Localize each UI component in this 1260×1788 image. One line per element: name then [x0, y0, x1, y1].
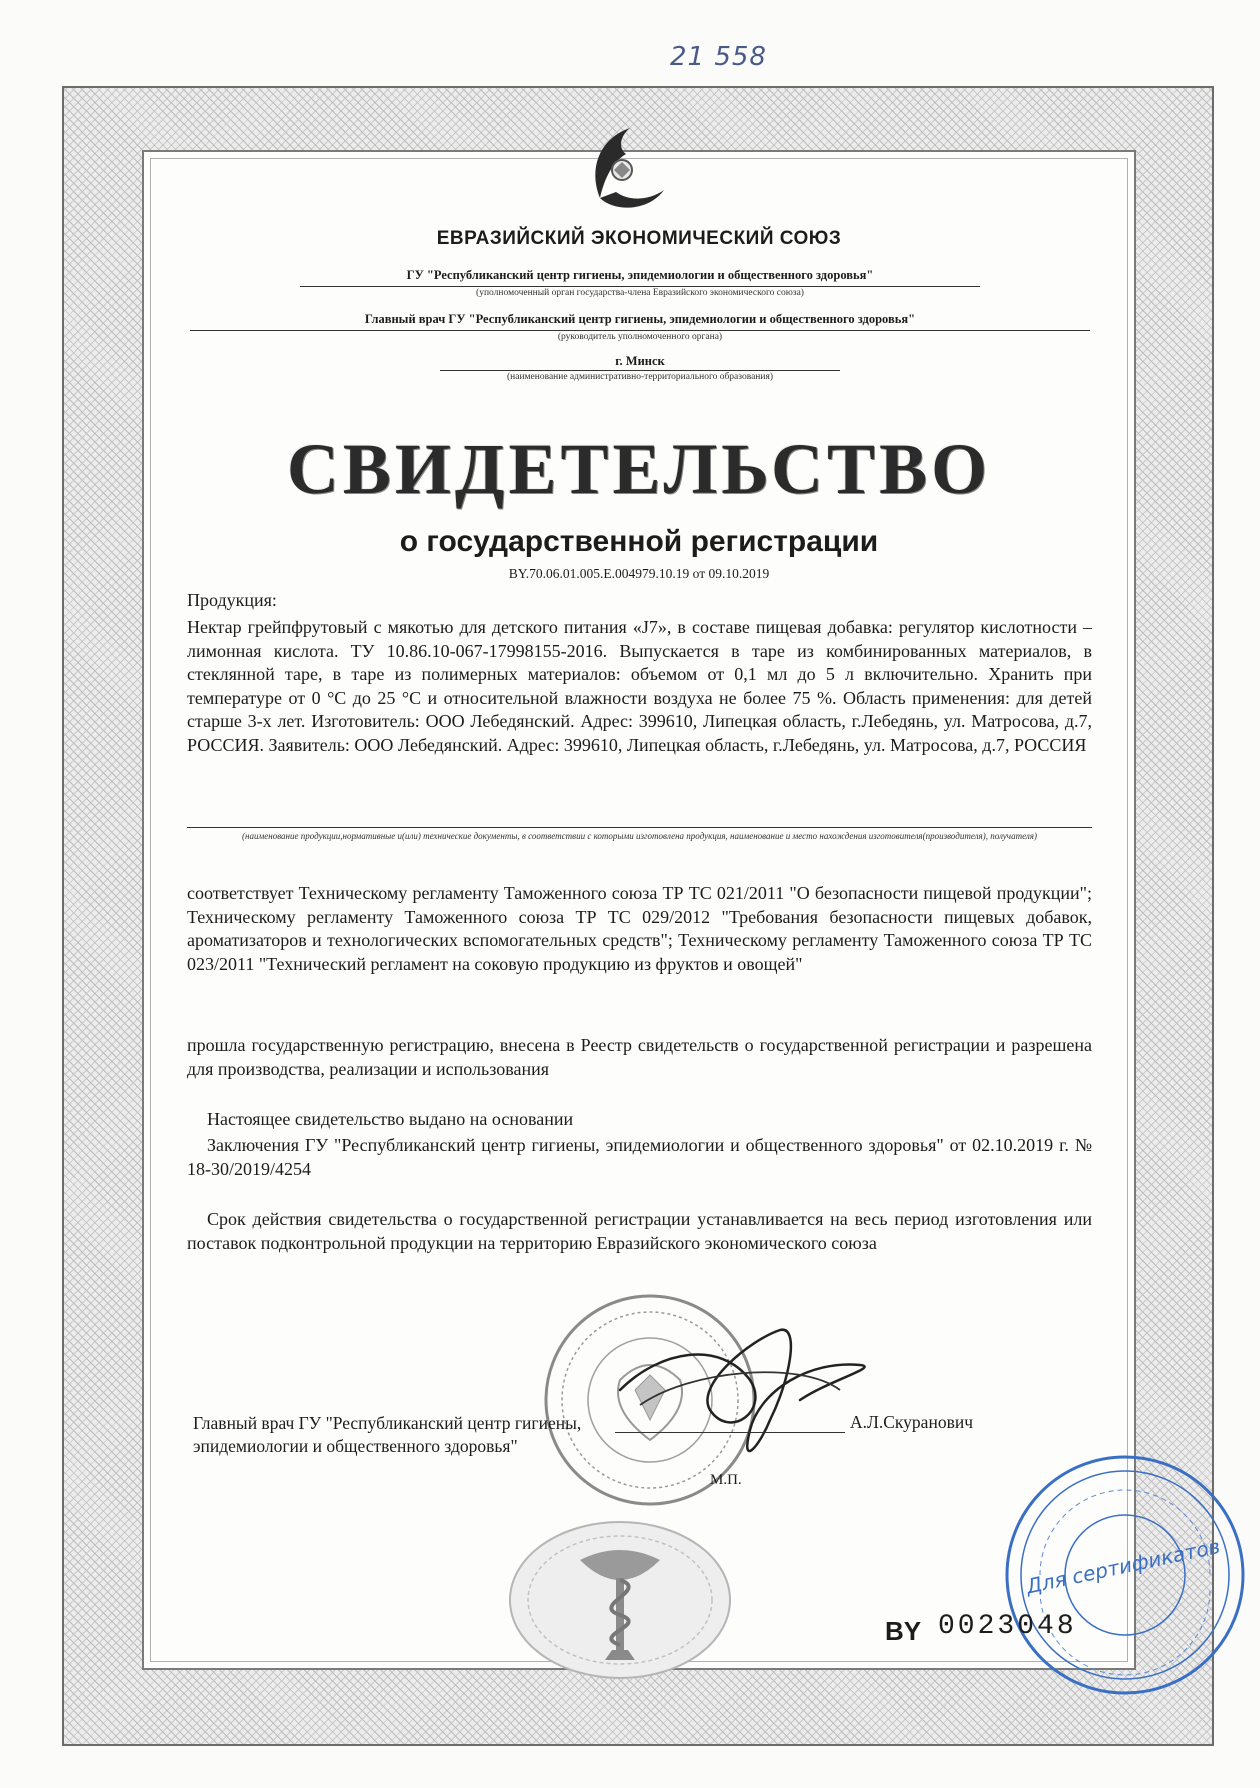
authority-line: [300, 286, 980, 287]
authority-name: ГУ "Республиканский центр гигиены, эпидемиологии и общественного здоровья": [406, 268, 874, 282]
city-caption: (наименование административно-территориального образования): [506, 372, 773, 382]
union-name: ЕВРАЗИЙСКИЙ ЭКОНОМИЧЕСКИЙ СОЮЗ: [436, 228, 842, 249]
validity-paragraph: Срок действия свидетельства о государственной регистрации устанавливается на весь период изготовления или поставок подконтрольной продукции на территорию Евразийского экономического союза: [187, 1209, 1092, 1253]
product-label: Продукция:: [187, 590, 277, 610]
stamp-center-text: Для сертификатов: [1024, 1533, 1223, 1599]
product-description: Нектар грейпфрутовый с мякотью для детского питания «J7», в составе пищевая добавка: регулятор кислотности – лимонная кислота. ТУ 10.86.10-067-17998155-2016. Выпускается в таре из комбинированных материалов, в стеклянной таре, в таре из полимерных материалов: объемом от 0,1 мл до 5 л включительно. Хранить при температуре от 0 °С до 25 °С и относительной влажности воздуха не более 75 %. Область применения: для детей старше 3-х лет. Изготовитель: ООО Лебедянский. Адрес: 399610, Липецкая область, г.Лебедянь, ул. Матросова, д.7, РОССИЯ. Заявитель: ООО Лебедянский. Адрес: 399610, Липецкая область, г.Лебедянь, ул. Матросова, д.7, РОССИЯ: [187, 617, 1092, 755]
head-line: [190, 330, 1090, 331]
eaeu-emblem-icon: [560, 120, 680, 220]
serial-number: 0023048: [938, 1611, 1077, 1642]
registration-paragraph: прошла государственную регистрацию, внесена в Реестр свидетельств о государственной регистрации и разрешена для производства, реализации и использования: [187, 1035, 1092, 1079]
handwritten-signature-icon: [600, 1270, 900, 1490]
basis-line-2: Заключения ГУ "Республиканский центр гигиены, эпидемиологии и общественного здоровья" от 02.10.2019 г. № 18-30/2019/4254: [187, 1135, 1092, 1179]
signature-line: [615, 1432, 845, 1433]
hygiene-emblem-icon: [500, 1510, 740, 1680]
registration-number: BY.70.06.01.005.E.004979.10.19 от 09.10.2019: [508, 566, 770, 581]
head-name: Главный врач ГУ "Республиканский центр гигиены, эпидемиологии и общественного здоровья": [364, 312, 916, 326]
document-title: СВИДЕТЕЛЬСТВО: [286, 429, 992, 509]
serial-prefix: BY: [885, 1616, 922, 1646]
handwritten-note: 21 558: [670, 42, 767, 72]
document-subtitle: о государственной регистрации: [399, 525, 879, 558]
basis-line-1: Настоящее свидетельство выдано на основании: [207, 1109, 574, 1129]
company-stamp-icon: [1000, 1450, 1250, 1700]
city-line: [440, 370, 840, 371]
product-caption: (наименование продукции,нормативные и(или) технические документы, в соответствии с которыми изготовлена продукция, наименование и место нахождения изготовителя(производителя), получателя): [242, 831, 1037, 841]
compliance-paragraph: соответствует Техническому регламенту Таможенного союза ТР ТС 021/2011 "О безопасности пищевой продукции"; Техническому регламенту Таможенного союза ТР ТС 029/2012 "Требования безопасности пищевых добавок, ароматизаторов и технологических вспомогательных средств"; Техническому регламенту Таможенного союза ТР ТС 023/2011 "Технический регламент на соковую продукцию из фруктов и овощей": [187, 883, 1092, 974]
signatory-name: А.Л.Скуранович: [850, 1412, 973, 1432]
authority-caption: (уполномоченный орган государства-члена Евразийского экономического союза): [476, 288, 804, 298]
stamp-place-label: М.П.: [710, 1472, 742, 1488]
head-caption: (руководитель уполномоченного органа): [557, 332, 723, 342]
signatory-position: Главный врач ГУ "Республиканский центр гигиены, эпидемиологии и общественного здоровья": [193, 1413, 582, 1456]
product-underline: [187, 827, 1092, 828]
city-name: г. Минск: [615, 354, 665, 368]
